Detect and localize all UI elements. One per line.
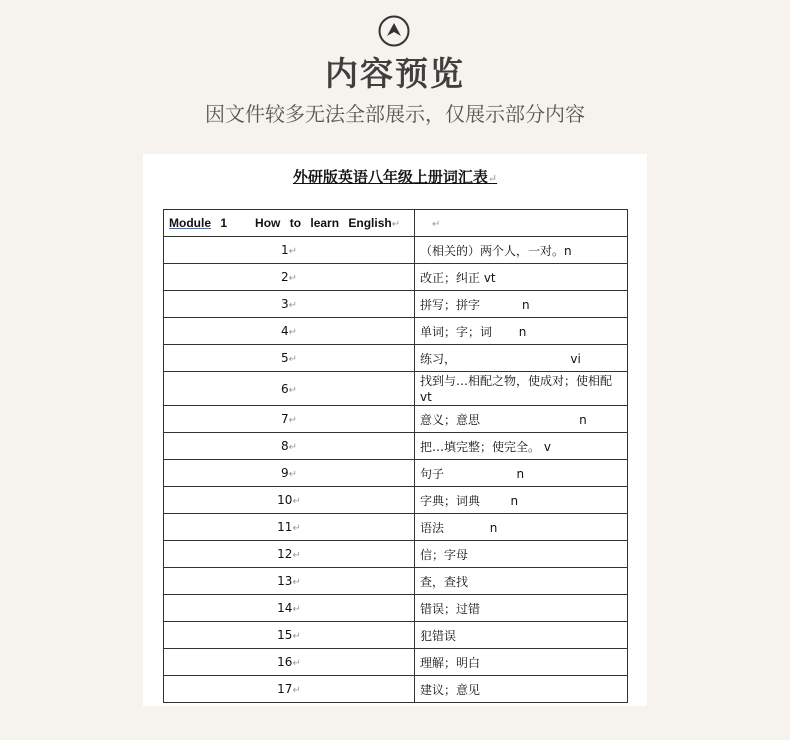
paragraph-mark: ↵ <box>292 496 301 507</box>
paragraph-mark: ↵ <box>288 415 298 426</box>
row-number: 7 <box>280 412 289 426</box>
definition-cell <box>415 568 628 595</box>
table-row <box>164 460 628 487</box>
definition-cell <box>415 595 628 622</box>
module-header-row <box>164 210 628 237</box>
definition-cell <box>415 291 628 318</box>
definition-text: 错误；过错 <box>420 601 481 616</box>
row-number: 12 <box>277 547 293 561</box>
row-number-cell <box>164 649 415 676</box>
definition-text: 句子 n <box>420 466 525 481</box>
row-number: 9 <box>280 466 289 480</box>
definition-cell <box>415 622 628 649</box>
paragraph-mark: ↵ <box>288 469 298 480</box>
page-title: 内容预览 <box>325 54 465 93</box>
definition-text: 语法 n <box>420 520 498 535</box>
paragraph-mark: ↵ <box>292 658 301 669</box>
table-row <box>164 541 628 568</box>
row-number-cell <box>164 237 415 264</box>
table-row <box>164 372 628 406</box>
definition-cell <box>415 264 628 291</box>
definition-cell <box>415 433 628 460</box>
row-number-cell <box>164 460 415 487</box>
definition-cell <box>415 487 628 514</box>
table-row <box>164 622 628 649</box>
row-number-cell <box>164 622 415 649</box>
table-row <box>164 568 628 595</box>
row-number-cell <box>164 487 415 514</box>
paragraph-mark: ↵ <box>288 442 298 453</box>
definition-text: 找到与…相配之物，使成对；使相配 vt <box>420 373 616 404</box>
paragraph-mark: ↵ <box>288 384 298 396</box>
page-subtitle: 因文件较多无法全部展示，仅展示部分内容 <box>205 102 585 126</box>
table-row <box>164 318 628 345</box>
row-number-cell <box>164 406 415 433</box>
definition-cell <box>415 345 628 372</box>
table-row <box>164 487 628 514</box>
table-row <box>164 291 628 318</box>
table-row <box>164 676 628 703</box>
definition-cell <box>415 460 628 487</box>
module-title: How to learn English <box>255 216 392 230</box>
row-number: 1 <box>280 243 289 257</box>
row-number: 17 <box>277 682 293 696</box>
row-number: 16 <box>277 655 293 669</box>
paragraph-mark: ↵ <box>288 327 298 338</box>
row-number: 14 <box>277 601 293 615</box>
table-row <box>164 433 628 460</box>
row-number-cell <box>164 345 415 372</box>
row-number: 11 <box>277 520 293 534</box>
row-number: 3 <box>280 297 289 311</box>
row-number-cell <box>164 568 415 595</box>
row-number: 15 <box>277 628 293 642</box>
row-number-cell <box>164 264 415 291</box>
row-number: 10 <box>277 493 293 507</box>
row-number: 13 <box>277 574 293 588</box>
paragraph-mark: ↵ <box>292 577 301 588</box>
definition-cell <box>415 406 628 433</box>
document-title: 外研版英语八年级上册词汇表↵ <box>292 168 498 186</box>
definition-text: 信；字母 <box>420 547 469 562</box>
table-row <box>164 406 628 433</box>
table-row <box>164 514 628 541</box>
document-preview <box>143 154 647 706</box>
definition-cell <box>415 649 628 676</box>
table-row <box>164 237 628 264</box>
paragraph-mark: ↵ <box>288 300 298 311</box>
module-number: 1 <box>220 216 228 230</box>
paragraph-mark: ↵ <box>292 523 301 534</box>
row-number-cell <box>164 318 415 345</box>
paragraph-mark: ↵ <box>292 550 301 561</box>
definition-text: 理解；明白 <box>420 655 481 670</box>
definition-text: 查，查找 <box>420 574 469 589</box>
definition-cell <box>415 541 628 568</box>
row-number-cell <box>164 514 415 541</box>
paragraph-mark: ↵ <box>288 273 298 284</box>
definition-text: 练习， vi <box>420 351 581 366</box>
row-number-cell <box>164 433 415 460</box>
row-number-cell <box>164 541 415 568</box>
paragraph-mark: ↵ <box>292 631 301 642</box>
definition-cell <box>415 318 628 345</box>
row-number-cell <box>164 291 415 318</box>
row-number: 6 <box>280 381 289 396</box>
definition-text: （相关的）两个人，一对。n <box>420 243 572 258</box>
definition-text: 意义；意思 n <box>420 412 587 427</box>
table-row <box>164 595 628 622</box>
paragraph-mark: ↵ <box>292 604 301 615</box>
row-number-cell <box>164 676 415 703</box>
definition-cell <box>415 676 628 703</box>
definition-text: 改正；纠正 vt <box>420 270 496 285</box>
definition-text: 建议；意见 <box>420 682 481 697</box>
paragraph-mark: ↵ <box>288 354 298 365</box>
row-number: 2 <box>280 270 289 284</box>
row-number: 4 <box>280 324 289 338</box>
definition-text: 单词；字；词 n <box>420 324 527 339</box>
table-row <box>164 264 628 291</box>
definition-text: 把…填完整；使完全。 v <box>420 439 551 454</box>
table-row <box>164 649 628 676</box>
table-row <box>164 345 628 372</box>
module-header-cell: Module 1 How to learn English↵ <box>164 210 415 237</box>
row-number: 5 <box>280 351 289 365</box>
definition-cell <box>415 372 628 406</box>
paragraph-mark: ↵ <box>288 246 298 257</box>
definition-cell <box>415 237 628 264</box>
definition-text: 字典；词典 n <box>420 493 519 508</box>
vocabulary-table <box>163 209 628 703</box>
paragraph-mark: ↵ <box>292 685 301 696</box>
row-number-cell <box>164 595 415 622</box>
row-number: 8 <box>280 439 289 453</box>
definition-text: 拼写；拼字 n <box>420 297 530 312</box>
definition-text: 犯错误 <box>420 628 457 643</box>
definition-cell <box>415 514 628 541</box>
module-header-empty-cell: ↵ <box>415 210 628 237</box>
row-number-cell <box>164 372 415 406</box>
module-label: Module <box>169 216 211 230</box>
upload-arrow-icon[interactable] <box>378 15 410 47</box>
